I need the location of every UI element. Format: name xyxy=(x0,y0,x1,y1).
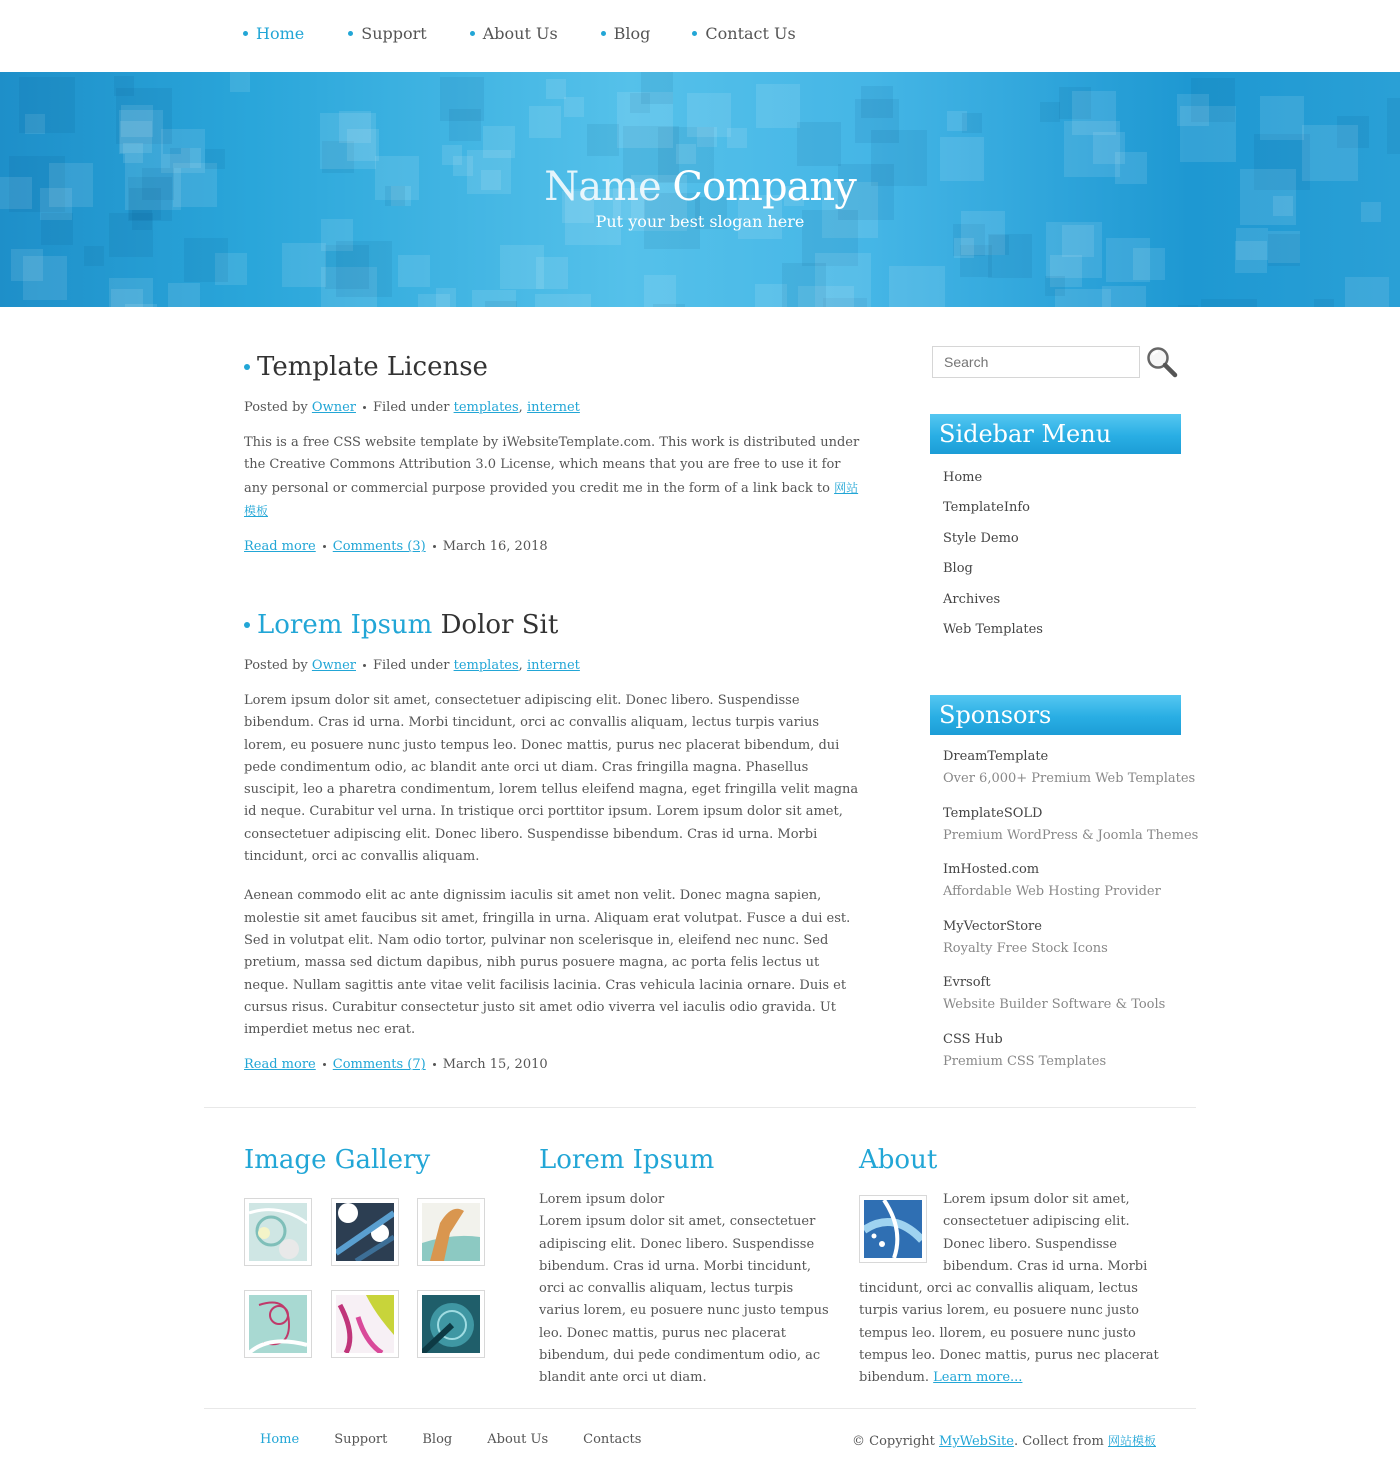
separator-dot xyxy=(363,406,366,409)
post-meta: Posted by Owner Filed under templates, internet xyxy=(244,400,580,415)
read-more-link[interactable]: Read more xyxy=(244,1057,316,1073)
banner-tile xyxy=(797,122,841,166)
banner-tile xyxy=(19,77,75,133)
credit-link[interactable]: 网站模板 xyxy=(244,480,859,518)
banner-tile xyxy=(1040,102,1060,122)
nav-label: Blog xyxy=(613,24,651,43)
sponsor-name[interactable]: DreamTemplate xyxy=(943,749,1049,764)
separator-dot xyxy=(433,545,436,548)
footer-link-about-us[interactable]: About Us xyxy=(487,1432,549,1447)
site-title-part2: Company xyxy=(672,164,856,210)
nav-contact-us[interactable] xyxy=(692,24,795,43)
banner-tile xyxy=(587,124,619,156)
footer-link-home[interactable]: Home xyxy=(260,1432,300,1447)
learn-more-link[interactable]: Learn more... xyxy=(933,1370,1023,1386)
banner-tile xyxy=(1260,96,1304,140)
post-footer xyxy=(244,539,864,554)
bullet-icon xyxy=(348,31,353,36)
sponsors-title: Sponsors xyxy=(930,695,1181,735)
comments-link[interactable]: Comments (7) xyxy=(332,1057,426,1073)
about-column xyxy=(859,1189,1164,1390)
banner-tile xyxy=(1268,234,1300,266)
banner-tile xyxy=(125,304,157,307)
author-link[interactable]: Owner xyxy=(311,658,356,673)
banner-tile xyxy=(535,294,591,307)
sponsors-list xyxy=(943,746,1198,1086)
sponsor-item xyxy=(943,746,1198,803)
banner-tile xyxy=(230,72,250,92)
banner-tile xyxy=(436,288,456,307)
sidebar-item-home[interactable]: Home xyxy=(943,470,983,485)
post-title-text: Dolor Sit xyxy=(432,610,559,640)
banner-tile xyxy=(442,145,462,165)
top-navigation xyxy=(243,24,796,43)
banner-tile xyxy=(889,266,945,307)
banner-tile xyxy=(1177,94,1209,126)
nav-home[interactable] xyxy=(243,24,304,43)
filed-under-label: Filed under xyxy=(372,658,450,673)
copyright-text: © Copyright xyxy=(852,1434,935,1449)
sidebar-item-web-templates[interactable]: Web Templates xyxy=(943,621,1043,637)
footer-link-support[interactable]: Support xyxy=(334,1432,388,1447)
post-date: March 16, 2018 xyxy=(442,539,548,555)
sponsor-item xyxy=(943,916,1198,973)
sidebar-item-blog[interactable]: Blog xyxy=(943,561,973,577)
divider xyxy=(204,1408,1196,1409)
tag-link[interactable]: internet xyxy=(526,658,580,673)
sponsor-desc: Affordable Web Hosting Provider xyxy=(943,884,1161,900)
post-footer xyxy=(244,1057,864,1072)
filed-under-label: Filed under xyxy=(372,400,450,415)
post-title-highlight: Lorem Ipsum xyxy=(257,610,433,640)
banner-tile xyxy=(1236,228,1268,260)
comments-link[interactable]: Comments (3) xyxy=(332,539,426,555)
gallery-thumbnail[interactable] xyxy=(417,1198,485,1266)
about-title: About xyxy=(859,1145,938,1175)
footer-link-blog[interactable]: Blog xyxy=(422,1432,453,1447)
bullet-icon xyxy=(244,622,250,628)
copyright xyxy=(852,1432,1156,1449)
bullet-icon xyxy=(692,31,697,36)
post-paragraph: Aenean commodo elit ac ante dignissim iaculis sit amet non velit. Donec magna sapien, molestie sit amet faucibus sit amet, fringilla in urna. Aliquam erat volutpat. Fusce a dui est. Sed in volutpat elit. Nam odio tortor, pulvinar non scelerisque in, eleifend nec nunc. Sed pretium, massa sed dictum dapibus, nibh purus posuere magna, ac porta felis lectus ut neque. Nullam sagittis ante vitae velit facilisis lacinia. Cras vehicula lacinia ornare. Duis et cursus risus. Curabitur consectetur justo sit amet odio viverra vel iaculis odio gravida. Ut imperdiet metus nec erat. xyxy=(244,888,851,1038)
banner-tile xyxy=(529,106,561,138)
post-date: March 15, 2010 xyxy=(442,1057,548,1073)
banner-tile xyxy=(1201,299,1257,307)
banner-tile xyxy=(727,128,747,148)
gallery-thumbnail[interactable] xyxy=(331,1198,399,1266)
sponsor-desc: Premium CSS Templates xyxy=(943,1053,1107,1069)
separator-dot xyxy=(323,1063,326,1066)
banner-tile xyxy=(84,246,104,266)
tag-link[interactable]: templates xyxy=(453,658,519,673)
about-text: Lorem ipsum dolor sit amet, consectetuer adipiscing elit. Donec libero. Suspendisse bibendum. Cras id urna. Morbi tincidunt, orci ac convallis aliquam, lectus turpis varius lorem, eu posuere nunc justo tempus leo. llorem, eu posuere nunc justo tempus leo. Donec mattis, purus nec placerat bibendum. xyxy=(859,1192,1159,1386)
search-input[interactable] xyxy=(932,346,1140,378)
post-title-text: Template License xyxy=(257,352,488,382)
banner-tile xyxy=(855,99,899,143)
banner-tile xyxy=(644,275,676,307)
banner-tile xyxy=(168,283,200,307)
sponsor-desc: Over 6,000+ Premium Web Templates xyxy=(943,771,1196,786)
divider xyxy=(204,1107,1196,1108)
sidebar-item-style-demo[interactable]: Style Demo xyxy=(943,530,1019,546)
post-lorem-ipsum xyxy=(244,610,864,1072)
nav-label: Home xyxy=(256,24,305,43)
post-paragraph: This is a free CSS website template by iWebsiteTemplate.com. This work is distributed under the Creative Commons Attribution 3.0 License, which means that you are free to use it for any personal or commercial purpose provided you credit me in the form of a link back to xyxy=(244,435,860,496)
gallery-thumbnail[interactable] xyxy=(417,1290,485,1358)
sponsor-item xyxy=(943,972,1198,1029)
banner-tile xyxy=(962,113,982,133)
nav-label: About Us xyxy=(482,24,558,43)
separator-dot xyxy=(433,1063,436,1066)
site-title xyxy=(0,164,1400,210)
nav-label: Contact Us xyxy=(705,24,796,43)
sponsor-item xyxy=(943,859,1198,916)
lorem-text: Lorem ipsum dolor sit amet, consectetuer adipiscing elit. Donec libero. Suspendisse bibendum. Cras id urna. Morbi tincidunt, orci ac convallis aliquam, lectus turpis varius lorem, eu posuere nunc justo tempus leo. Donec mattis, purus nec placerat bibendum, dui pede condimentum odio, ac blandit ante orci ut diam. xyxy=(539,1214,829,1386)
header-banner xyxy=(0,72,1400,307)
sponsor-name[interactable]: ImHosted.com xyxy=(943,862,1040,878)
banner-tile xyxy=(641,72,673,104)
post-paragraph: Lorem ipsum dolor sit amet, consectetuer adipiscing elit. Donec libero. Suspendisse bibendum. Cras id urna. Morbi tincidunt, orci ac convallis aliquam, lectus turpis varius lorem, eu posuere nunc justo tempus leo. Donec mattis, purus nec placerat bibendum, dui pede condimentum odio, ac blandit ante orci ut diam. Cras fringilla magna. Phasellus suscipit, leo a pharetra condimentum, lorem tellus eleifend magna, eget fringilla velit magna id neque. Curabitur vel urna. In tristique orci porttitor ipsum. Lorem ipsum dolor sit amet, consectetuer adipiscing elit. Donec libero. Suspendisse bibendum. Cras id urna. Morbi tincidunt, orci ac convallis aliquam. xyxy=(244,693,859,865)
post-title[interactable] xyxy=(244,352,864,382)
footer-navigation xyxy=(260,1432,676,1447)
tag-link[interactable]: internet xyxy=(526,400,580,415)
read-more-link[interactable]: Read more xyxy=(244,539,316,555)
banner-tile xyxy=(782,263,826,307)
sponsor-name[interactable]: Evrsoft xyxy=(943,975,991,991)
site-link[interactable]: MyWebSite xyxy=(939,1434,1014,1449)
banner-tile xyxy=(687,93,731,137)
banner-tile xyxy=(449,109,481,141)
gallery-thumbnail[interactable] xyxy=(331,1290,399,1358)
banner-tile xyxy=(676,144,696,164)
banner-tile xyxy=(282,243,326,287)
sponsor-item xyxy=(943,803,1198,860)
about-image xyxy=(859,1195,927,1263)
banner-tile xyxy=(184,238,228,282)
banner-tile xyxy=(1178,305,1198,307)
lorem-title: Lorem Ipsum xyxy=(539,1145,715,1175)
collect-from-text: . Collect from xyxy=(1013,1434,1104,1449)
sponsor-name[interactable]: TemplateSOLD xyxy=(943,805,1043,821)
posted-by-label: Posted by xyxy=(244,658,308,673)
separator-dot xyxy=(323,545,326,548)
post-body xyxy=(244,432,864,523)
gallery-thumbnail[interactable] xyxy=(244,1198,312,1266)
bullet-icon xyxy=(243,31,248,36)
banner-tile xyxy=(1314,299,1334,307)
sidebar-item-templateinfo[interactable]: TemplateInfo xyxy=(943,500,1030,516)
tag-link[interactable]: templates xyxy=(453,400,519,415)
banner-tile xyxy=(336,241,392,297)
post-title[interactable] xyxy=(244,610,864,640)
collect-link[interactable]: 网站模板 xyxy=(1107,1434,1156,1448)
banner-tile xyxy=(1345,277,1389,307)
bullet-icon xyxy=(601,31,606,36)
lorem-subtitle: Lorem ipsum dolor xyxy=(539,1192,665,1207)
banner-tile xyxy=(536,257,568,289)
sidebar-menu xyxy=(943,466,1043,648)
bullet-icon xyxy=(244,364,250,370)
banner-tile xyxy=(1045,276,1065,296)
nav-label: Support xyxy=(361,24,427,43)
gallery-title: Image Gallery xyxy=(244,1145,431,1175)
site-slogan: Put your best slogan here xyxy=(595,212,805,231)
sidebar-menu-title: Sidebar Menu xyxy=(930,414,1181,454)
nav-blog[interactable] xyxy=(601,24,651,43)
bullet-icon xyxy=(470,31,475,36)
sponsor-desc: Premium WordPress & Joomla Themes xyxy=(943,827,1199,843)
banner-tile xyxy=(546,79,566,99)
banner-tile xyxy=(23,256,67,300)
post-template-license xyxy=(244,352,864,554)
sidebar-item-archives[interactable]: Archives xyxy=(943,591,1001,607)
sponsor-desc: Royalty Free Stock Icons xyxy=(943,940,1108,956)
post-meta: Posted by Owner Filed under templates, internet xyxy=(244,658,580,673)
sponsor-item xyxy=(943,1029,1198,1086)
footer-link-contacts[interactable]: Contacts xyxy=(583,1432,642,1447)
banner-tile xyxy=(756,84,800,128)
banner-tile xyxy=(1133,248,1165,280)
sponsor-desc: Website Builder Software & Tools xyxy=(943,997,1166,1013)
author-link[interactable]: Owner xyxy=(311,400,356,415)
site-title-part1: Name xyxy=(544,164,661,210)
sponsor-name[interactable]: CSS Hub xyxy=(943,1031,1003,1047)
banner-tile xyxy=(1387,98,1400,154)
nav-about-us[interactable] xyxy=(470,24,558,43)
banner-tile xyxy=(121,105,153,137)
banner-tile xyxy=(485,301,517,307)
sponsor-name[interactable]: MyVectorStore xyxy=(943,918,1042,934)
gallery-thumbnail[interactable] xyxy=(244,1290,312,1358)
posted-by-label: Posted by xyxy=(244,400,308,415)
nav-support[interactable] xyxy=(348,24,426,43)
separator-dot xyxy=(363,664,366,667)
search-icon[interactable] xyxy=(1146,346,1178,378)
banner-tile xyxy=(339,111,371,143)
banner-tile xyxy=(564,97,584,117)
lorem-column xyxy=(539,1189,831,1390)
banner-tile xyxy=(398,255,430,287)
